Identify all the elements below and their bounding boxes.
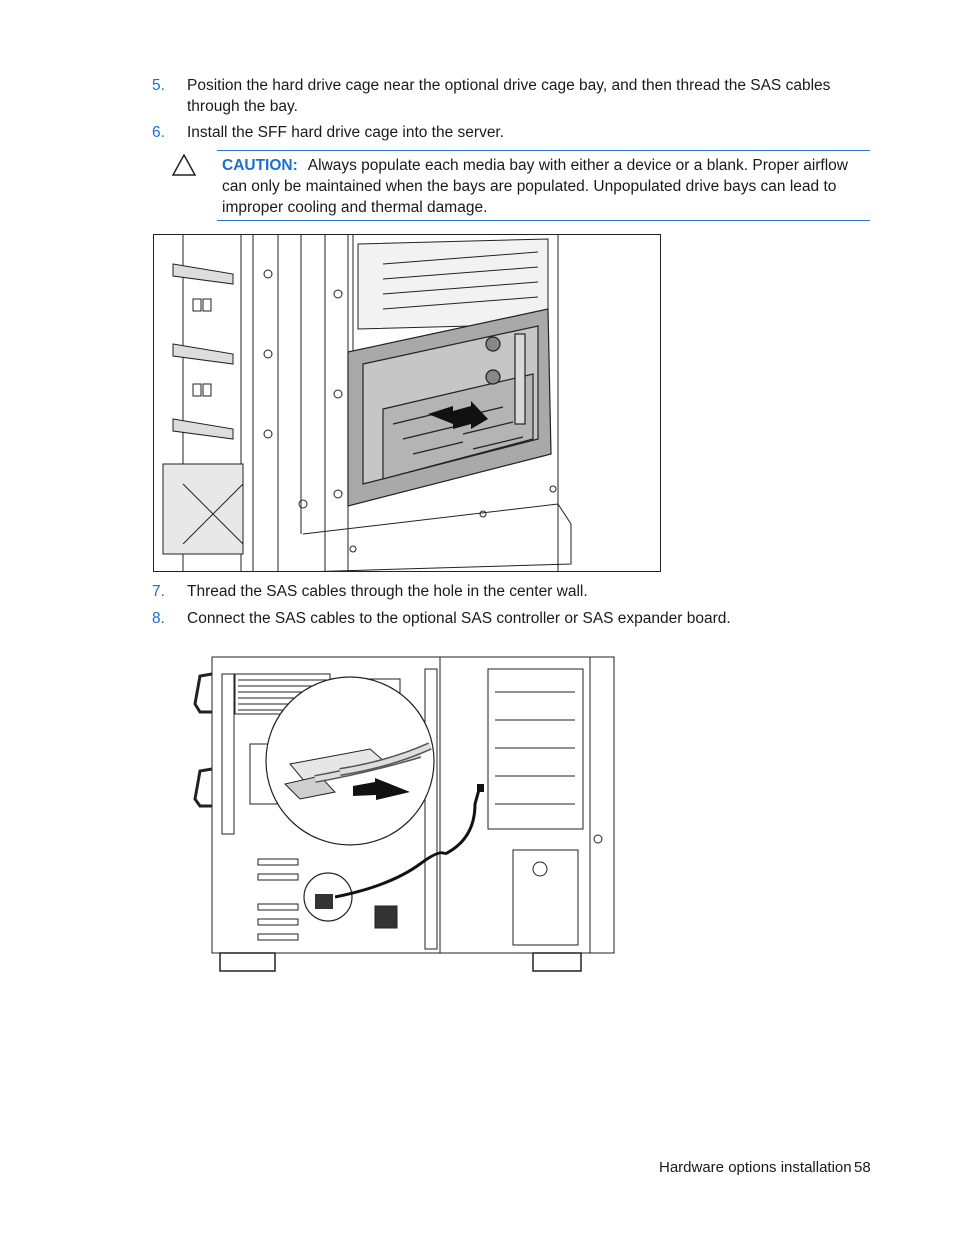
warning-triangle-icon: [172, 154, 196, 176]
step-number: 8.: [152, 610, 165, 627]
step-8: [152, 608, 872, 630]
step-number: 7.: [152, 583, 165, 600]
caution-label: CAUTION:: [222, 157, 298, 174]
step-text: Thread the SAS cables through the hole in the center wall.: [187, 583, 588, 600]
step-number: 5.: [152, 77, 165, 94]
step-text: Install the SFF hard drive cage into the server.: [187, 124, 505, 141]
page-number: 58: [854, 1159, 871, 1176]
caution-text-block: [222, 155, 867, 218]
step-7: [152, 581, 872, 603]
step-text: Connect the SAS cables to the optional SAS controller or SAS expander board.: [187, 610, 731, 627]
step-text: Position the hard drive cage near the optional drive cage bay, and then thread the SAS cables through the bay.: [187, 77, 831, 115]
step-5: [152, 75, 872, 119]
sas-cable-routing-illustration: [190, 654, 622, 976]
step-6: [152, 122, 872, 144]
footer-section-title: Hardware options installation: [659, 1159, 852, 1176]
step-number: 6.: [152, 124, 165, 141]
caution-body: Always populate each media bay with either a device or a blank. Proper airflow can only be maintained when the bays are populated. Unpopulated drive bays can lead to improper cooling and thermal damage.: [222, 157, 848, 216]
drive-cage-installation-illustration: [153, 234, 661, 572]
caution-box: [217, 150, 870, 221]
